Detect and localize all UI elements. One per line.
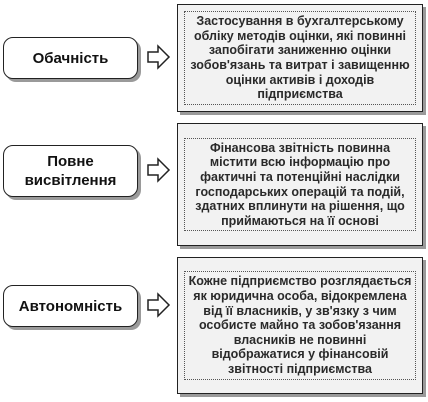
principle-box-obachnist [3,37,138,79]
principle-label: Повне висвітлення [24,153,117,189]
description-box-povne-vysvitlennia [177,123,423,246]
right-arrow-icon [147,292,171,318]
right-arrow-icon [147,157,171,183]
principle-box-avtonomnist [3,285,138,327]
description-text: Кожне підприємство розглядається як юридична особа, відокремлена від її власників, у зв'язку з чим особисте майно та зобов'язання власників не повинні відображатися у фінансовій звітності підприємства [184,271,416,379]
description-box-avtonomnist [177,257,423,394]
right-arrow-icon [147,44,171,70]
description-box-obachnist [177,4,423,112]
description-text: Фінансова звітність повинна містити всю інформацію про фактичні та потенційні наслідки господарських операцій та подій, здатних вплинути на рішення, що приймаються на її основі [184,138,416,232]
principle-box-povne-vysvitlennia [3,145,138,197]
principle-label: Обачність [32,49,109,67]
description-text: Застосування в бухгалтерському обліку методів оцінки, які повинні запобігати заниженню оцінки зобов'язань та витрат і завищенню оцінки активів і доходів підприємства [184,11,416,105]
principle-label: Автономність [18,297,123,315]
